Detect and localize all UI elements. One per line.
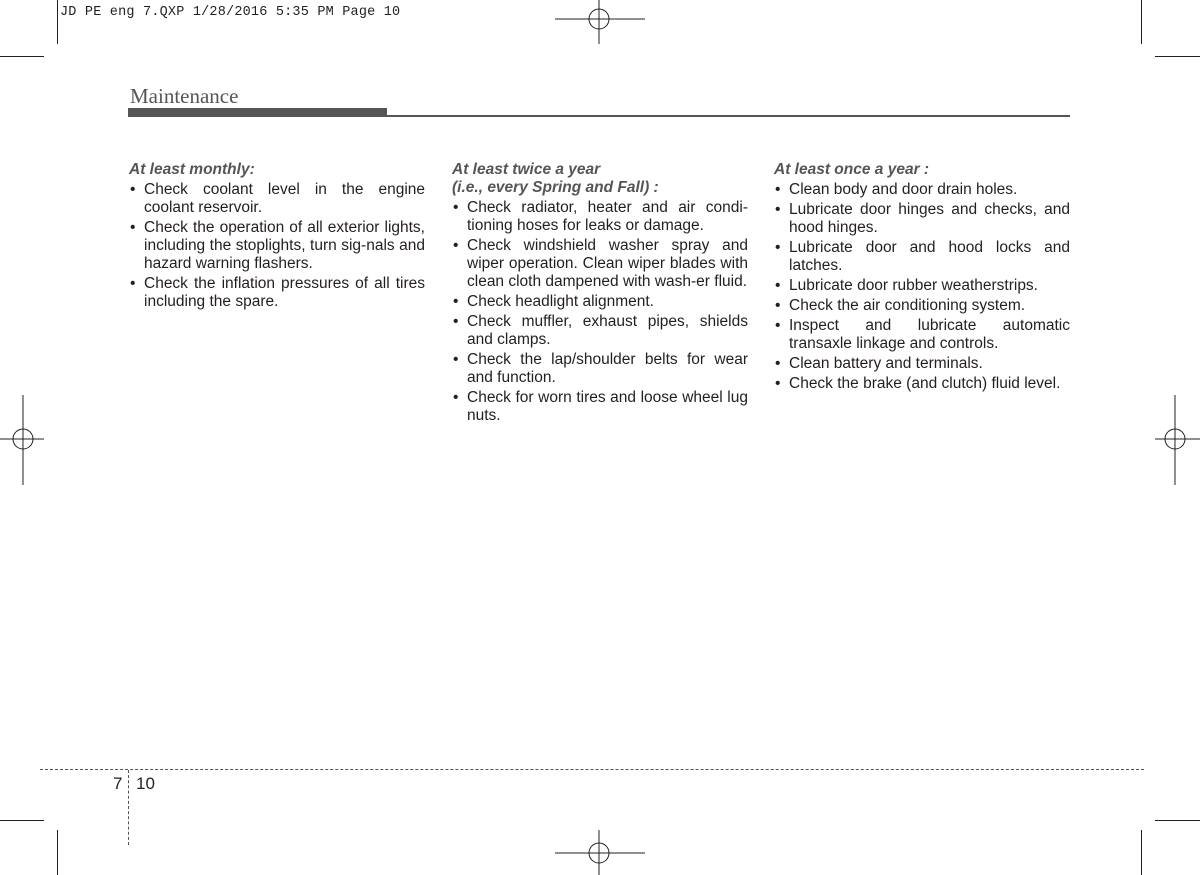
- column-heading-line1: At least twice a year: [452, 161, 601, 178]
- list-item: • Clean body and door drain holes.: [774, 181, 1070, 199]
- footer-rule: [40, 769, 1144, 770]
- registration-mark-top-icon: [555, 0, 645, 44]
- list-item: • Check the air conditioning system.: [774, 297, 1070, 315]
- column-heading: At least once a year :: [774, 161, 930, 178]
- list-item: • Lubricate door and hood locks and latches.: [774, 239, 1070, 275]
- column-monthly: [129, 161, 425, 313]
- list-item: • Check the lap/shoulder belts for wear and function.: [452, 351, 748, 387]
- list-item: • Check the operation of all exterior lights, including the stoplights, turn sig-nals and hazard warning flashers.: [129, 219, 425, 273]
- list-item: • Clean battery and terminals.: [774, 355, 1070, 373]
- checklist: [452, 199, 748, 425]
- list-item: • Check muffler, exhaust pipes, shields and clamps.: [452, 313, 748, 349]
- checklist: [774, 181, 1070, 393]
- list-item: • Check windshield washer spray and wiper operation. Clean wiper blades with clean cloth dampened with wash-er fluid.: [452, 237, 748, 291]
- column-heading: [452, 161, 748, 179]
- column-subheading: (i.e., every Spring and Fall) :: [452, 179, 659, 196]
- list-item: • Check headlight alignment.: [452, 293, 748, 311]
- footer-divider: [128, 770, 129, 845]
- registration-mark-right-icon: [1155, 395, 1200, 485]
- list-item: • Check coolant level in the engine coolant reservoir.: [129, 181, 425, 217]
- list-item: • Check the brake (and clutch) fluid level.: [774, 375, 1070, 393]
- column-heading: At least monthly:: [129, 161, 255, 178]
- section-title: Maintenance: [130, 84, 239, 108]
- list-item: • Inspect and lubricate automatic transaxle linkage and controls.: [774, 317, 1070, 353]
- column-twice-yearly: [452, 161, 748, 427]
- chapter-number: 7: [113, 774, 123, 793]
- list-item: • Lubricate door hinges and checks, and hood hinges.: [774, 201, 1070, 237]
- list-item: • Check the inflation pressures of all tires including the spare.: [129, 275, 425, 311]
- section-rule-accent: [128, 108, 387, 116]
- list-item: • Check radiator, heater and air condi-tioning hoses for leaks or damage.: [452, 199, 748, 235]
- column-yearly: [774, 161, 1070, 395]
- registration-mark-bottom-icon: [555, 830, 645, 875]
- checklist: [129, 181, 425, 311]
- registration-mark-left-icon: [0, 395, 44, 485]
- list-item: • Check for worn tires and loose wheel lug nuts.: [452, 389, 748, 425]
- print-slug: JD PE eng 7.QXP 1/28/2016 5:35 PM Page 10: [60, 5, 401, 20]
- page-number: 10: [136, 774, 155, 793]
- list-item: • Lubricate door rubber weatherstrips.: [774, 277, 1070, 295]
